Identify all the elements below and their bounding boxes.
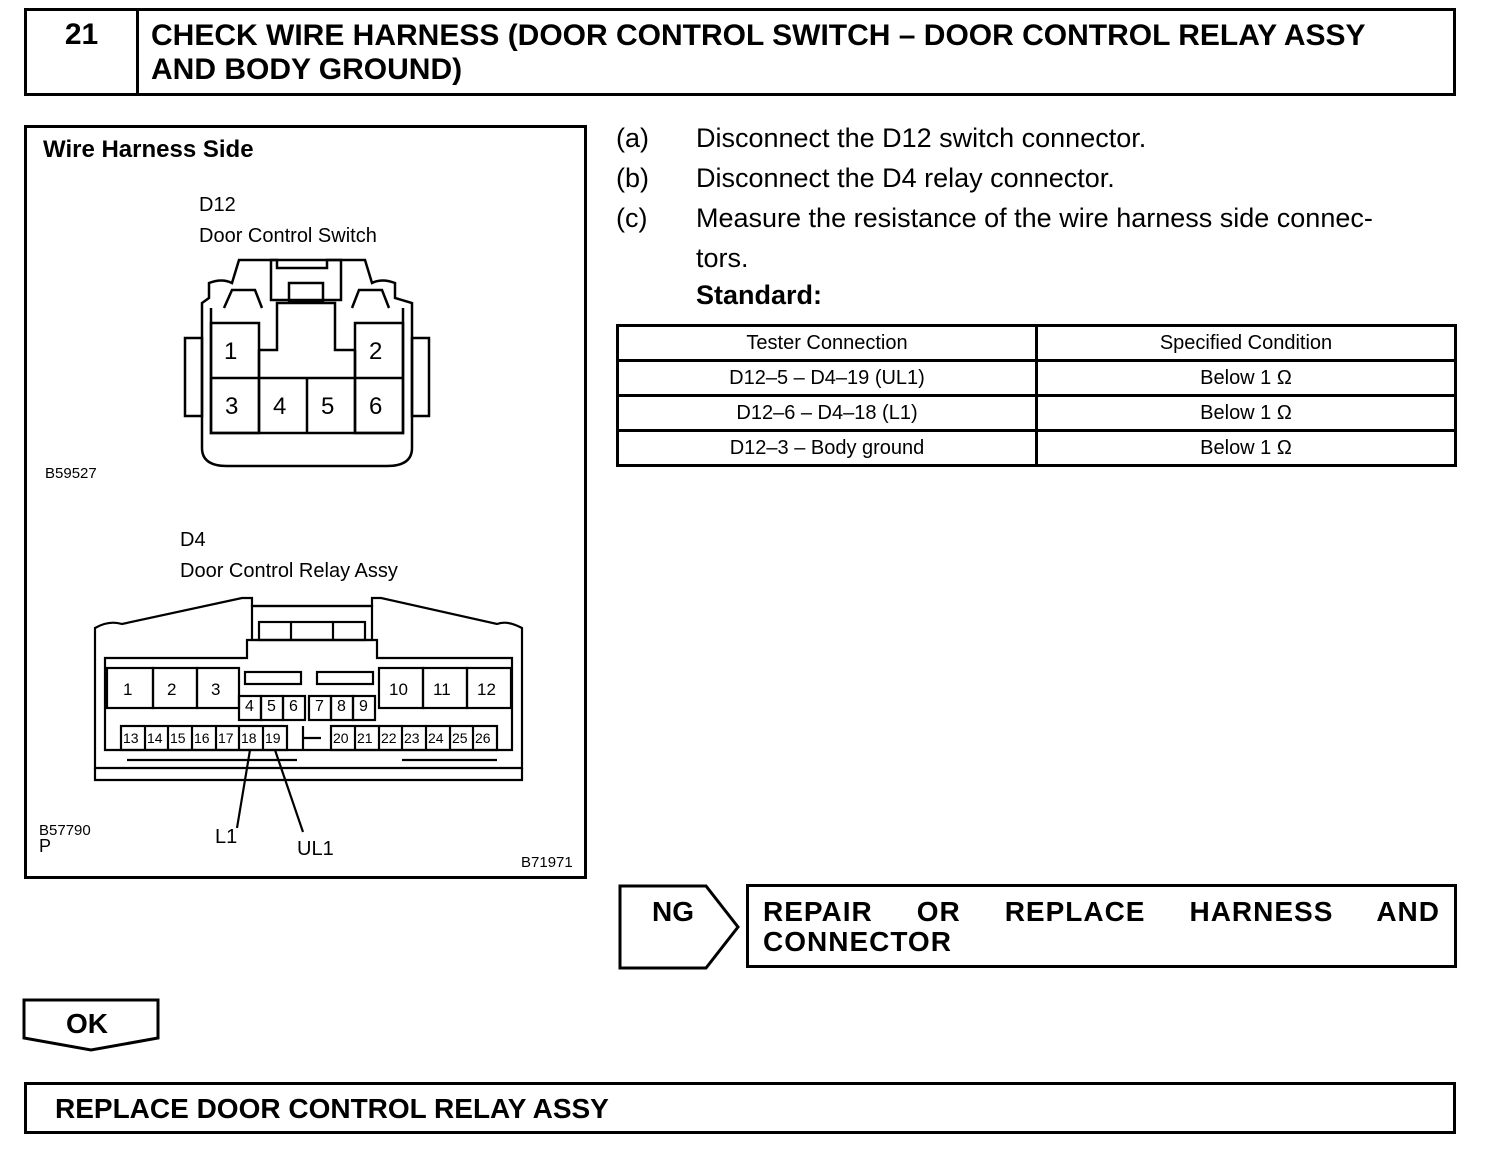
table-cell-condition: Below 1 Ω <box>1037 361 1456 396</box>
d4-pin-18: 18 <box>241 730 257 746</box>
ng-action-text: REPAIR OR REPLACE HARNESS AND CONNECTOR <box>763 896 1440 957</box>
d4-pin-15: 15 <box>170 730 186 746</box>
final-action-text: REPLACE DOOR CONTROL RELAY ASSY <box>55 1093 609 1124</box>
table-cell-condition: Below 1 Ω <box>1037 396 1456 431</box>
table-row <box>618 396 1456 431</box>
standard-label: Standard: <box>696 280 823 310</box>
table-row <box>618 431 1456 466</box>
d4-pin-17: 17 <box>218 730 234 746</box>
d4-pin-24: 24 <box>428 730 444 746</box>
step-number: 21 <box>27 11 139 93</box>
d4-pin-5: 5 <box>267 698 276 715</box>
d4-pin-22: 22 <box>381 730 397 746</box>
d12-pin-3: 3 <box>225 393 239 420</box>
table-cell-connection: D12–6 – D4–18 (L1) <box>618 396 1037 431</box>
d4-name: Door Control Relay Assy <box>180 560 398 582</box>
d4-pin-10: 10 <box>389 680 408 699</box>
figure-ref-code: B71971 <box>521 854 573 871</box>
step-b <box>0 158 1504 198</box>
table-header-condition: Specified Condition <box>1037 326 1456 361</box>
d4-ref-p: P <box>39 836 52 856</box>
table-cell-connection: D12–5 – D4–19 (UL1) <box>618 361 1037 396</box>
d4-pin-21: 21 <box>357 730 373 746</box>
step-b-letter: (b) <box>616 163 649 193</box>
table-cell-connection: D12–3 – Body ground <box>618 431 1037 466</box>
d4-pin-26: 26 <box>475 730 491 746</box>
step-a <box>0 118 1504 158</box>
step-c-letter: (c) <box>616 203 648 233</box>
d12-pin-4: 4 <box>273 393 287 420</box>
d12-name: Door Control Switch <box>199 225 377 247</box>
d4-pin-12: 12 <box>477 680 496 699</box>
d4-ref-code: B57790 <box>39 822 91 839</box>
d4-pin-4: 4 <box>245 698 254 715</box>
d12-pin-6: 6 <box>369 393 383 420</box>
final-action-box <box>24 1082 1456 1134</box>
d4-pin-16: 16 <box>194 730 210 746</box>
d4-pin-1: 1 <box>123 680 133 699</box>
spec-table <box>616 324 1457 467</box>
step-b-text: Disconnect the D4 relay connector. <box>696 163 1115 193</box>
d4-pin-25: 25 <box>452 730 468 746</box>
d12-pin-2: 2 <box>369 338 383 365</box>
figure-title: Wire Harness Side <box>43 136 254 163</box>
step-c-continued <box>0 238 1504 278</box>
d4-pin-19: 19 <box>265 730 281 746</box>
d4-pin-7: 7 <box>315 698 324 715</box>
step-c-text: Measure the resistance of the wire harness side connec- <box>696 203 1373 233</box>
step-c <box>0 198 1504 238</box>
d4-pin-9: 9 <box>359 698 368 715</box>
d4-pin-3: 3 <box>211 680 221 699</box>
d4-pin-2: 2 <box>167 680 177 699</box>
d12-pin-1: 1 <box>224 338 238 365</box>
d12-pin-5: 5 <box>321 393 335 420</box>
table-header-row <box>618 326 1456 361</box>
d4-pin-8: 8 <box>337 698 346 715</box>
wire-label-l1: L1 <box>215 826 238 848</box>
ng-label: NG <box>652 896 694 927</box>
step-title: CHECK WIRE HARNESS (DOOR CONTROL SWITCH – DOOR CONTROL RELAY ASSY AND BODY GROUND) <box>151 19 1365 86</box>
step-a-letter: (a) <box>616 123 649 153</box>
d4-code: D4 <box>180 529 206 551</box>
step-c-text-2: tors. <box>696 243 749 273</box>
d4-pin-20: 20 <box>333 730 349 746</box>
d4-pin-23: 23 <box>404 730 420 746</box>
d4-pin-14: 14 <box>147 730 163 746</box>
d4-pin-13: 13 <box>123 730 139 746</box>
d12-code: D12 <box>199 194 236 216</box>
wire-label-ul1: UL1 <box>297 838 334 860</box>
d4-pin-11: 11 <box>433 680 451 699</box>
table-cell-condition: Below 1 Ω <box>1037 431 1456 466</box>
d4-pin-6: 6 <box>289 698 298 715</box>
ok-label: OK <box>66 1008 108 1039</box>
step-header <box>24 8 1456 96</box>
step-a-text: Disconnect the D12 switch connector. <box>696 123 1147 153</box>
table-header-tester: Tester Connection <box>618 326 1037 361</box>
d12-ref-code: B59527 <box>45 465 97 482</box>
table-row <box>618 361 1456 396</box>
ng-action-box <box>746 884 1457 968</box>
